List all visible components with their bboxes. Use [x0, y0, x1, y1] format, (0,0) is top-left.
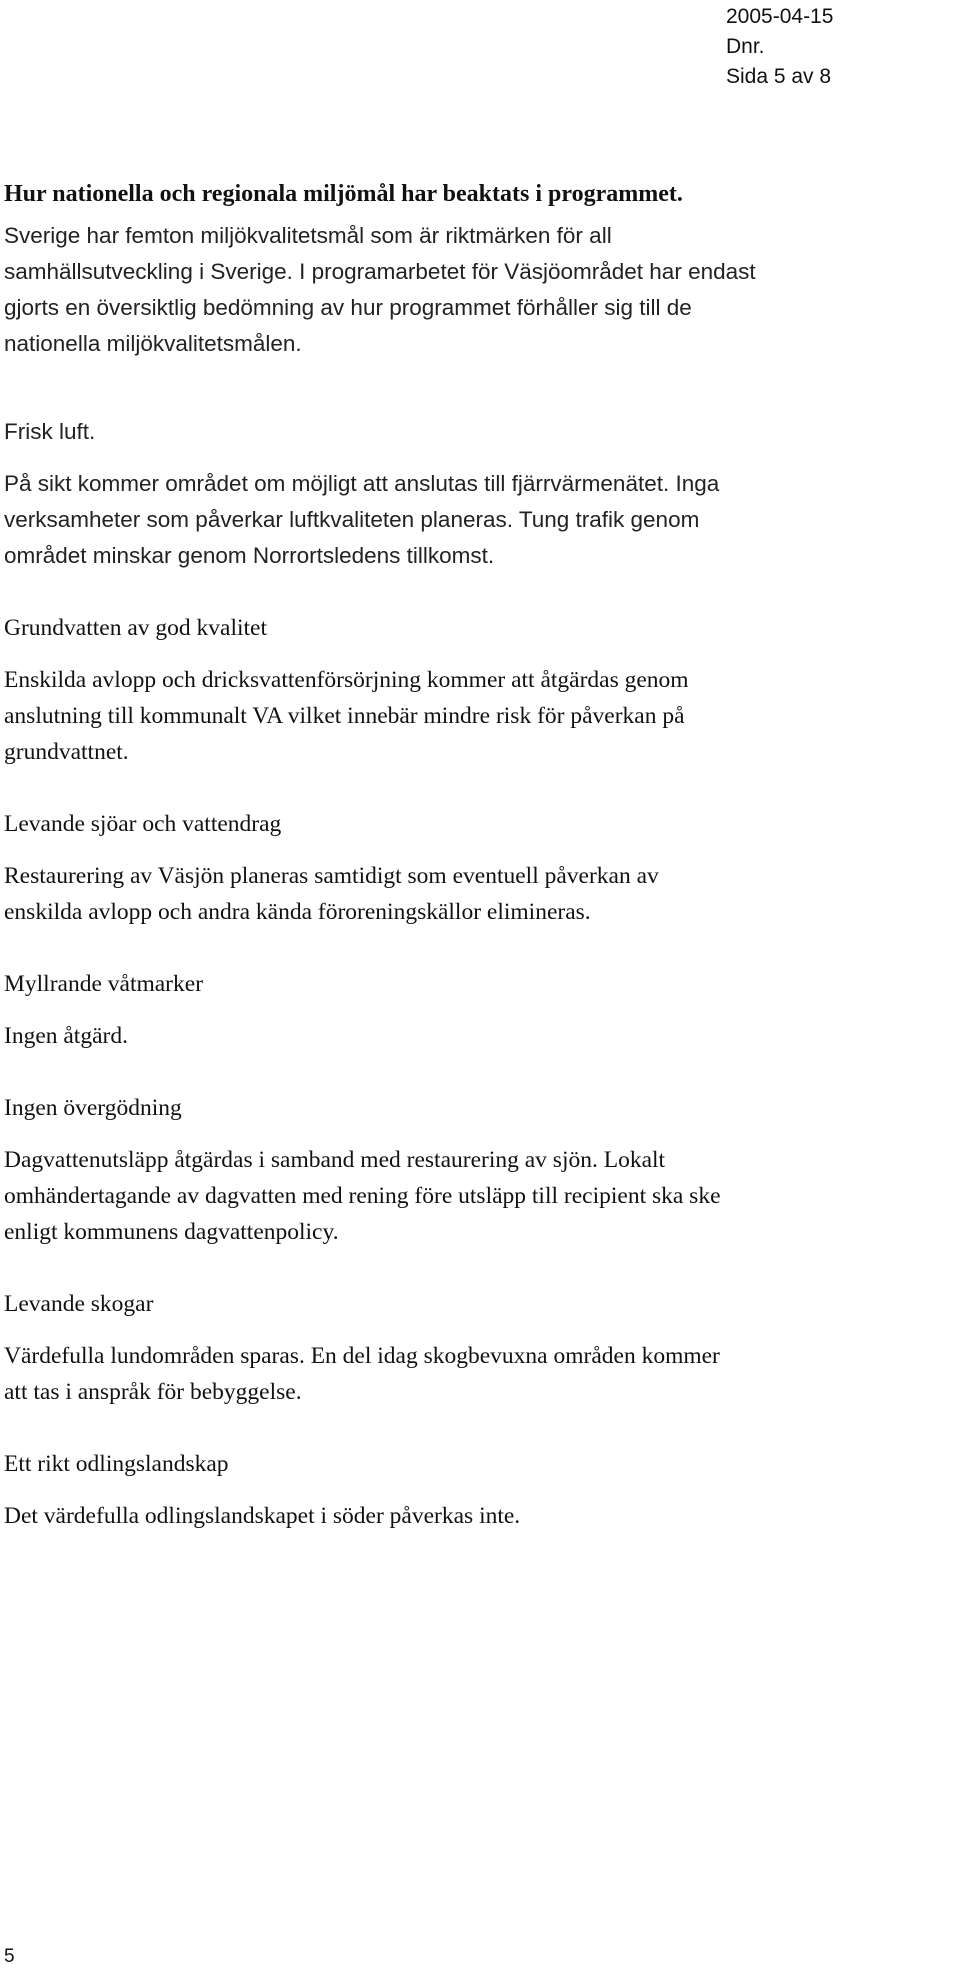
section-grundvatten — [4, 610, 956, 770]
section-title: Hur nationella och regionala miljömål har beaktats i programmet. — [4, 181, 683, 207]
paragraph-line: att tas i anspråk för bebyggelse. — [4, 1379, 302, 1405]
section-vatmarker — [4, 966, 956, 1054]
paragraph-line: Det värdefulla odlingslandskapet i söder påverkas inte. — [4, 1503, 521, 1529]
paragraph-line: Dagvattenutsläpp åtgärdas i samband med restaurering av sjön. Lokalt — [4, 1147, 666, 1173]
paragraph-line: enskilda avlopp och andra kända föroreningskällor elimineras. — [4, 899, 591, 925]
section-heading: Grundvatten av god kvalitet — [4, 615, 267, 641]
paragraph-line: Ingen åtgärd. — [4, 1023, 128, 1049]
section-heading: Frisk luft. — [4, 419, 96, 444]
paragraph-line: På sikt kommer området om möjligt att anslutas till fjärrvärmenätet. Inga — [4, 471, 720, 496]
paragraph-line: nationella miljökvalitetsmålen. — [4, 331, 302, 356]
paragraph-line: grundvattnet. — [4, 739, 129, 765]
paragraph-line: verksamheter som påverkar luftkvaliteten planeras. Tung trafik genom — [4, 507, 700, 532]
section-heading: Ett rikt odlingslandskap — [4, 1451, 229, 1477]
paragraph-line: gjorts en översiktlig bedömning av hur programmet förhåller sig till de — [4, 295, 692, 320]
section-skogar — [4, 1286, 956, 1410]
section-sjoar — [4, 806, 956, 930]
header-date: 2005-04-15 — [726, 5, 834, 28]
paragraph-line: samhällsutveckling i Sverige. I programarbetet för Väsjöområdet har endast — [4, 259, 756, 284]
document-body — [4, 176, 956, 1534]
page-header — [726, 2, 833, 92]
paragraph-line: Värdefulla lundområden sparas. En del idag skogbevuxna områden kommer — [4, 1343, 720, 1369]
section-heading: Levande skogar — [4, 1291, 154, 1317]
section-frisk-luft — [4, 414, 956, 574]
section-heading: Levande sjöar och vattendrag — [4, 811, 282, 837]
section-odlingslandskap — [4, 1446, 956, 1534]
section-heading: Myllrande våtmarker — [4, 971, 204, 997]
paragraph-line: Enskilda avlopp och dricksvattenförsörjning kommer att åtgärdas genom — [4, 667, 689, 693]
paragraph-line: området minskar genom Norrortsledens tillkomst. — [4, 543, 495, 568]
header-dnr: Dnr. — [726, 35, 765, 58]
section-heading: Ingen övergödning — [4, 1095, 182, 1121]
header-page-indicator: Sida 5 av 8 — [726, 65, 832, 88]
section-intro — [4, 176, 956, 362]
paragraph-line: Restaurering av Väsjön planeras samtidigt som eventuell påverkan av — [4, 863, 659, 889]
footer-page-number: 5 — [4, 1946, 15, 1967]
section-overgodning — [4, 1090, 956, 1250]
paragraph-line: omhändertagande av dagvatten med rening före utsläpp till recipient ska ske — [4, 1183, 721, 1209]
paragraph-line: enligt kommunens dagvattenpolicy. — [4, 1219, 339, 1245]
paragraph-line: Sverige har femton miljökvalitetsmål som är riktmärken för all — [4, 223, 612, 248]
paragraph-line: anslutning till kommunalt VA vilket innebär mindre risk för påverkan på — [4, 703, 685, 729]
